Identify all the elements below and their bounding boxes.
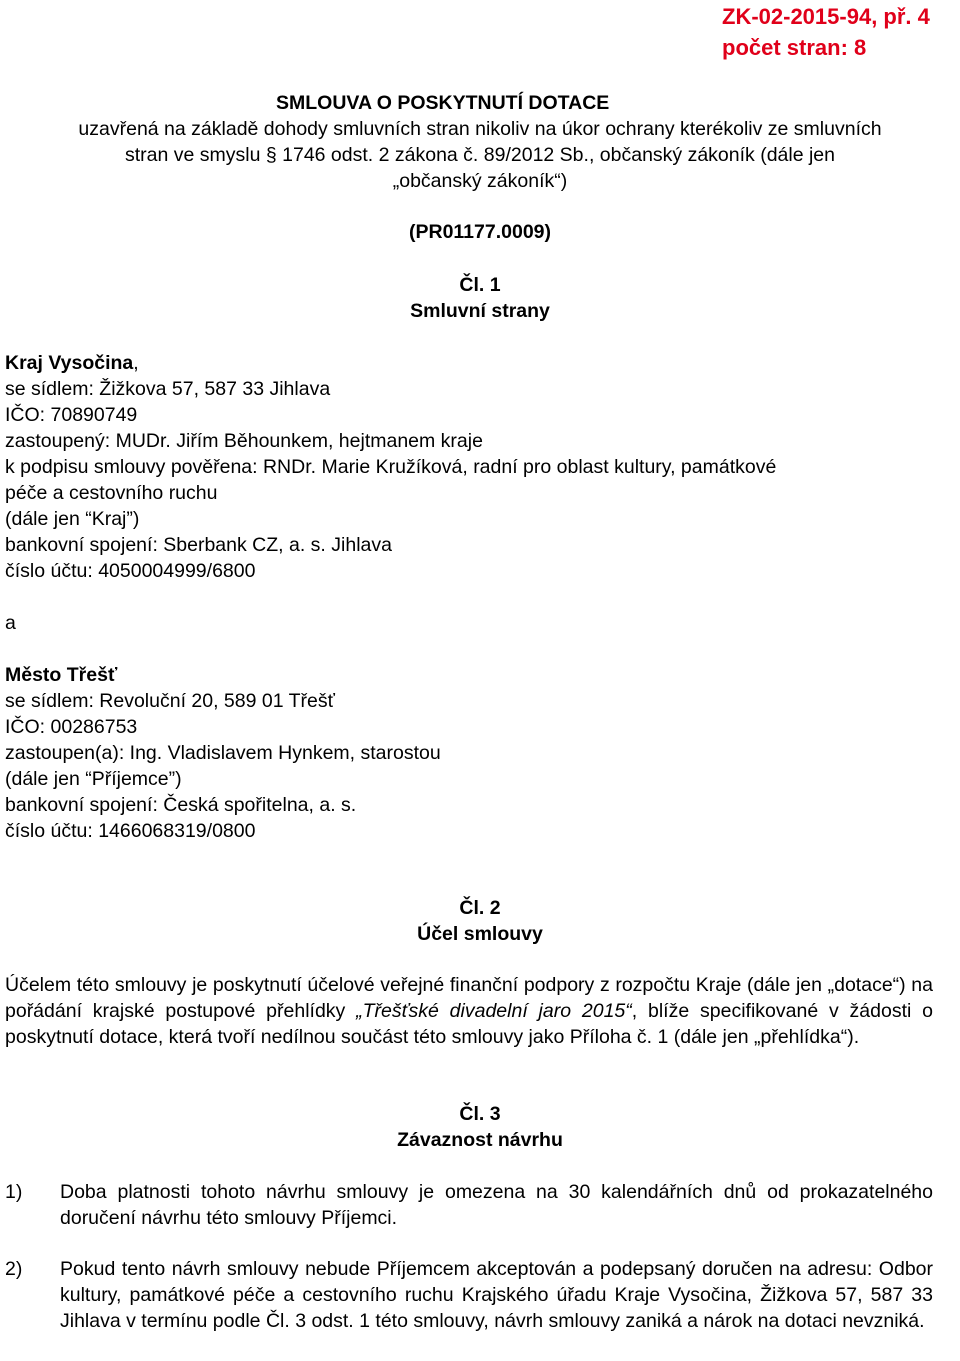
contract-title: SMLOUVA O POSKYTNUTÍ DOTACE	[276, 92, 610, 114]
party1-authorized: k podpisu smlouvy pověřena: RNDr. Marie Kružíková, radní pro oblast kultury, památkové	[5, 456, 777, 478]
party1-bank: bankovní spojení: Sberbank CZ, a. s. Jihlava	[5, 534, 392, 556]
article-3-item-number: 2)	[5, 1258, 23, 1280]
party2-bank: bankovní spojení: Česká spořitelna, a. s.	[5, 794, 357, 816]
article-2-text-end: , blíže specifikované v žádosti o poskytnutí dotace, která tvoří nedílnou součást této smlouvy jako Příloha č. 1 (dále jen „přehlídka“).	[5, 1000, 933, 1048]
article-3-title: Závaznost návrhu	[397, 1129, 563, 1151]
party1-name-line	[5, 350, 139, 376]
article-3-number: Čl. 3	[459, 1103, 501, 1125]
festival-name: „Třešťské divadelní jaro 2015“	[356, 1000, 632, 1022]
article-1-number: Čl. 1	[459, 274, 501, 296]
page-count: počet stran: 8	[722, 35, 867, 60]
party2-account: číslo účtu: 1466068319/0800	[5, 820, 256, 842]
party1-authorized-cont: péče a cestovního ruchu	[5, 482, 218, 504]
article-2-title: Účel smlouvy	[417, 923, 543, 945]
contract-subtitle-line1: uzavřená na základě dohody smluvních stran nikoliv na úkor ochrany kterékoliv ze smluvních	[78, 118, 882, 140]
contract-subtitle-line2: stran ve smyslu § 1746 odst. 2 zákona č. 89/2012 Sb., občanský zákoník (dále jen	[125, 144, 835, 166]
article-2-text-start: Účelem této smlouvy je poskytnutí účelové veřejné finanční podpory z rozpočtu Kraje (dále jen „dotace“) na pořádání krajské postupové přehlídky	[5, 974, 933, 1022]
article-1-title: Smluvní strany	[410, 300, 550, 322]
party1-alias: (dále jen “Kraj”)	[5, 508, 140, 530]
contract-code: (PR01177.0009)	[408, 221, 552, 243]
party1-account: číslo účtu: 4050004999/6800	[5, 560, 256, 582]
and-separator: a	[5, 612, 16, 634]
article-3-item-text: Doba platnosti tohoto návrhu smlouvy je omezena na 30 kalendářních dnů od prokazatelného doručení návrhu této smlouvy Příjemci.	[60, 1181, 933, 1229]
article-3-item-number: 1)	[5, 1181, 23, 1203]
party1-name: Kraj Vysočina	[5, 352, 134, 374]
party1-name-suffix: ,	[133, 352, 139, 374]
party2-ico: IČO: 00286753	[5, 716, 138, 738]
party2-name: Město Třešť	[5, 664, 118, 686]
document-reference: ZK-02-2015-94, př. 4	[722, 4, 930, 29]
party1-representative: zastoupený: MUDr. Jiřím Běhounkem, hejtmanem kraje	[5, 430, 483, 452]
party1-seat: se sídlem: Žižkova 57, 587 33 Jihlava	[5, 378, 331, 400]
contract-subtitle-line3: „občanský zákoník“)	[392, 170, 568, 192]
party2-representative: zastoupen(a): Ing. Vladislavem Hynkem, starostou	[5, 742, 441, 764]
article-3-item-text: Pokud tento návrh smlouvy nebude Příjemcem akceptován a podepsaný doručen na adresu: Odbor kultury, památkové péče a cestovního ruchu Krajského úřadu Kraje Vysočina, Žižkova 57, 587 33 Jihlava v termínu podle Čl. 3 odst. 1 této smlouvy, návrh smlouvy zaniká a nárok na dotaci nevzniká.	[60, 1258, 933, 1332]
party1-ico: IČO: 70890749	[5, 404, 138, 426]
party2-alias: (dále jen “Příjemce”)	[5, 768, 182, 790]
party2-seat: se sídlem: Revoluční 20, 589 01 Třešť	[5, 690, 335, 712]
article-2-paragraph	[5, 972, 933, 1050]
article-2-number: Čl. 2	[459, 897, 501, 919]
